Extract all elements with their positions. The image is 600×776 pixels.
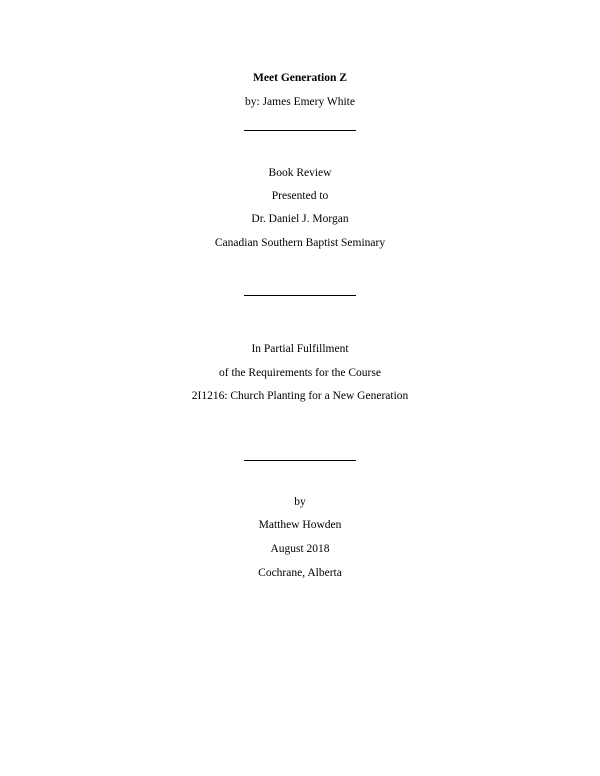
- book-author-byline: by: James Emery White: [245, 96, 355, 108]
- divider-1: [244, 130, 356, 131]
- document-type: Book Review: [268, 167, 332, 179]
- course-name: 2I1216: Church Planting for a New Generation: [191, 390, 409, 402]
- submission-date: August 2018: [270, 543, 330, 555]
- by-label: by: [294, 496, 306, 508]
- requirements-line: of the Requirements for the Course: [219, 367, 381, 379]
- institution-name: Canadian Southern Baptist Seminary: [214, 237, 386, 249]
- divider-3: [244, 460, 356, 461]
- presented-to-label: Presented to: [271, 190, 329, 202]
- book-title: Meet Generation Z: [253, 72, 347, 84]
- location: Cochrane, Alberta: [258, 567, 342, 579]
- student-name: Matthew Howden: [258, 519, 342, 531]
- professor-name: Dr. Daniel J. Morgan: [251, 213, 349, 225]
- divider-2: [244, 295, 356, 296]
- fulfillment-line: In Partial Fulfillment: [251, 343, 349, 355]
